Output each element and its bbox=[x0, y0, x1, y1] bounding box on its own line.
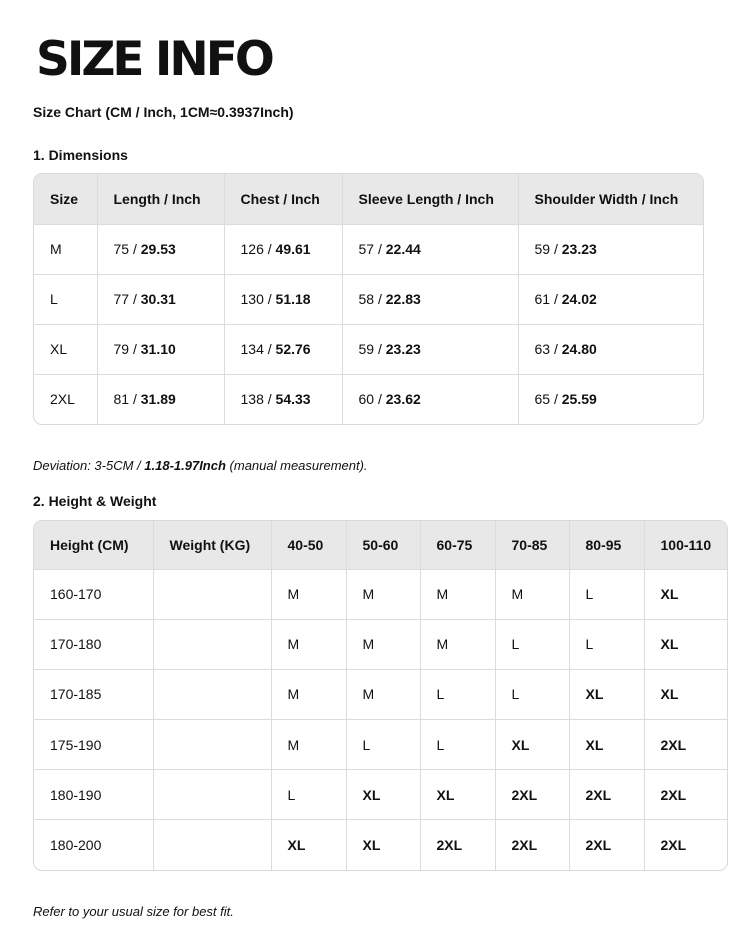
measurement-cell bbox=[224, 274, 342, 324]
recommended-size-cell: 2XL bbox=[495, 820, 569, 870]
measurement-cell bbox=[97, 374, 224, 424]
cm-value: 77 bbox=[113, 291, 130, 307]
cm-value: 134 bbox=[240, 341, 264, 357]
inch-value: 30.31 bbox=[140, 291, 176, 307]
recommended-size-cell: 2XL bbox=[569, 770, 644, 820]
recommended-size-cell: 2XL bbox=[420, 820, 495, 870]
separator: / bbox=[129, 291, 141, 307]
height-cell: 180-200 bbox=[34, 820, 153, 870]
table-row bbox=[34, 224, 704, 274]
height-weight-table bbox=[33, 520, 728, 871]
measurement-cell bbox=[224, 324, 342, 374]
recommended-size-cell: L bbox=[346, 720, 420, 770]
recommended-size-cell: XL bbox=[644, 619, 728, 669]
table-row bbox=[34, 324, 704, 374]
recommended-size-cell: M bbox=[271, 669, 346, 719]
measurement-cell bbox=[342, 274, 518, 324]
cm-value: 138 bbox=[240, 391, 264, 408]
recommended-size-cell: M bbox=[420, 619, 495, 669]
recommended-size-cell: 2XL bbox=[644, 720, 728, 770]
table-row bbox=[34, 619, 728, 669]
weight-cell bbox=[153, 619, 271, 669]
size-cell: XL bbox=[34, 324, 97, 374]
separator: / bbox=[129, 341, 141, 357]
measurement-cell bbox=[97, 224, 224, 274]
separator: / bbox=[550, 291, 562, 307]
weight-cell bbox=[153, 669, 271, 719]
cm-value: 59 bbox=[534, 241, 551, 257]
height-cell: 170-185 bbox=[34, 669, 153, 719]
measurement-cell bbox=[224, 224, 342, 274]
size-cell: L bbox=[34, 274, 97, 324]
cm-value: 79 bbox=[113, 341, 130, 357]
weight-cell bbox=[153, 569, 271, 619]
cm-value: 75 bbox=[113, 241, 130, 257]
measurement-cell bbox=[518, 224, 704, 274]
subtitle-inch: Inch bbox=[143, 104, 173, 120]
inch-value: 31.10 bbox=[140, 341, 176, 357]
recommended-size-cell: 2XL bbox=[569, 820, 644, 870]
measurement-cell bbox=[518, 374, 704, 424]
height-weight-section-title: 2. Height & Weight bbox=[33, 493, 157, 509]
separator: / bbox=[263, 241, 276, 257]
header-sleeve-length: Sleeve Length / Inch bbox=[342, 174, 518, 224]
recommended-size-cell: L bbox=[569, 619, 644, 669]
separator: / bbox=[374, 241, 386, 257]
table-row bbox=[34, 720, 728, 770]
recommended-size-cell: L bbox=[495, 619, 569, 669]
measurement-cell bbox=[342, 224, 518, 274]
measurement-cell bbox=[518, 324, 704, 374]
header-shoulder-width: Shoulder Width / Inch bbox=[518, 174, 704, 224]
inch-value: 24.80 bbox=[561, 341, 597, 357]
inch-value: 49.61 bbox=[275, 241, 311, 257]
inch-value: 25.59 bbox=[561, 391, 597, 408]
inch-value: 24.02 bbox=[561, 291, 597, 307]
header-chest: Chest / Inch bbox=[224, 174, 342, 224]
cm-value: 65 bbox=[534, 391, 551, 408]
inch-value: 51.18 bbox=[275, 291, 311, 307]
footer-note: Refer to your usual size for best fit. bbox=[33, 904, 234, 919]
recommended-size-cell: M bbox=[271, 720, 346, 770]
hw-header-cell: 100-110 bbox=[644, 521, 728, 569]
inch-value: 54.33 bbox=[275, 391, 311, 408]
measurement-cell bbox=[518, 274, 704, 324]
hw-header-cell: Height (CM) bbox=[34, 521, 153, 569]
hw-header-cell: 70-85 bbox=[495, 521, 569, 569]
cm-value: 81 bbox=[113, 391, 130, 408]
recommended-size-cell: M bbox=[346, 569, 420, 619]
hw-header-cell: Weight (KG) bbox=[153, 521, 271, 569]
height-cell: 160-170 bbox=[34, 569, 153, 619]
table-row bbox=[34, 374, 704, 424]
cm-value: 59 bbox=[358, 341, 375, 357]
subtitle-prefix: Size Chart (CM / bbox=[33, 104, 144, 120]
inch-value: 31.89 bbox=[140, 391, 176, 408]
recommended-size-cell: 2XL bbox=[644, 770, 728, 820]
separator: / bbox=[263, 341, 276, 357]
deviation-suffix: (manual measurement). bbox=[225, 458, 368, 473]
recommended-size-cell: XL bbox=[420, 770, 495, 820]
inch-value: 23.23 bbox=[561, 241, 597, 257]
size-chart-subtitle bbox=[33, 103, 294, 121]
header-length: Length / Inch bbox=[97, 174, 224, 224]
deviation-note bbox=[33, 457, 368, 475]
separator: / bbox=[374, 341, 386, 357]
recommended-size-cell: M bbox=[495, 569, 569, 619]
size-cell: M bbox=[34, 224, 97, 274]
measurement-cell bbox=[97, 324, 224, 374]
recommended-size-cell: M bbox=[346, 619, 420, 669]
separator: / bbox=[129, 391, 141, 408]
height-cell: 170-180 bbox=[34, 619, 153, 669]
recommended-size-cell: M bbox=[271, 569, 346, 619]
recommended-size-cell: XL bbox=[644, 669, 728, 719]
separator: / bbox=[374, 391, 386, 408]
dimensions-section-title: 1. Dimensions bbox=[33, 147, 128, 163]
recommended-size-cell: XL bbox=[271, 820, 346, 870]
recommended-size-cell: L bbox=[420, 720, 495, 770]
recommended-size-cell: XL bbox=[569, 669, 644, 719]
separator: / bbox=[129, 241, 141, 257]
inch-value: 29.53 bbox=[140, 241, 176, 257]
table-row bbox=[34, 820, 728, 870]
header-size: Size bbox=[34, 174, 97, 224]
height-cell: 180-190 bbox=[34, 770, 153, 820]
table-row bbox=[34, 274, 704, 324]
table-row bbox=[34, 669, 728, 719]
measurement-cell bbox=[97, 274, 224, 324]
separator: / bbox=[263, 391, 276, 408]
recommended-size-cell: L bbox=[420, 669, 495, 719]
height-weight-header-row bbox=[34, 521, 728, 569]
inch-value: 23.62 bbox=[385, 391, 421, 408]
recommended-size-cell: M bbox=[271, 619, 346, 669]
recommended-size-cell: XL bbox=[495, 720, 569, 770]
recommended-size-cell: L bbox=[569, 569, 644, 619]
recommended-size-cell: 2XL bbox=[495, 770, 569, 820]
recommended-size-cell: L bbox=[271, 770, 346, 820]
cm-value: 61 bbox=[534, 291, 551, 307]
inch-value: 22.44 bbox=[385, 241, 421, 257]
table-row bbox=[34, 569, 728, 619]
deviation-prefix: Deviation: 3-5CM / bbox=[33, 458, 145, 473]
inch-value: 22.83 bbox=[385, 291, 421, 307]
separator: / bbox=[550, 341, 562, 357]
recommended-size-cell: XL bbox=[346, 820, 420, 870]
cm-value: 60 bbox=[358, 391, 375, 408]
recommended-size-cell: XL bbox=[346, 770, 420, 820]
separator: / bbox=[550, 241, 562, 257]
recommended-size-cell: L bbox=[495, 669, 569, 719]
recommended-size-cell: 2XL bbox=[660, 837, 687, 854]
cm-value: 130 bbox=[240, 291, 264, 307]
dimensions-table bbox=[33, 173, 704, 425]
cm-value: 58 bbox=[358, 291, 375, 307]
hw-header-cell: 80-95 bbox=[569, 521, 644, 569]
hw-header-cell: 40-50 bbox=[271, 521, 346, 569]
size-cell: 2XL bbox=[34, 374, 97, 424]
cm-value: 126 bbox=[240, 241, 264, 257]
cm-value: 57 bbox=[358, 241, 375, 257]
hw-header-cell: 60-75 bbox=[420, 521, 495, 569]
dimensions-header-row bbox=[34, 174, 704, 224]
weight-cell bbox=[153, 770, 271, 820]
recommended-size-cell: XL bbox=[569, 720, 644, 770]
recommended-size-cell: M bbox=[346, 669, 420, 719]
weight-cell bbox=[153, 820, 271, 870]
weight-cell bbox=[153, 720, 271, 770]
separator: / bbox=[550, 391, 562, 408]
separator: / bbox=[374, 291, 386, 307]
recommended-size-cell: XL bbox=[644, 569, 728, 619]
table-row bbox=[34, 770, 728, 820]
height-cell: 175-190 bbox=[34, 720, 153, 770]
separator: / bbox=[263, 291, 276, 307]
deviation-inch: 1.18-1.97Inch bbox=[144, 458, 226, 473]
recommended-size-cell: M bbox=[420, 569, 495, 619]
cm-value: 63 bbox=[534, 341, 551, 357]
hw-header-cell: 50-60 bbox=[346, 521, 420, 569]
subtitle-suffix: , 1CM≈0.3937Inch) bbox=[172, 104, 294, 120]
measurement-cell bbox=[342, 374, 518, 424]
measurement-cell bbox=[342, 324, 518, 374]
inch-value: 23.23 bbox=[385, 341, 421, 357]
inch-value: 52.76 bbox=[275, 341, 311, 357]
measurement-cell bbox=[224, 374, 342, 424]
page-title: SIZE INFO bbox=[36, 32, 272, 87]
